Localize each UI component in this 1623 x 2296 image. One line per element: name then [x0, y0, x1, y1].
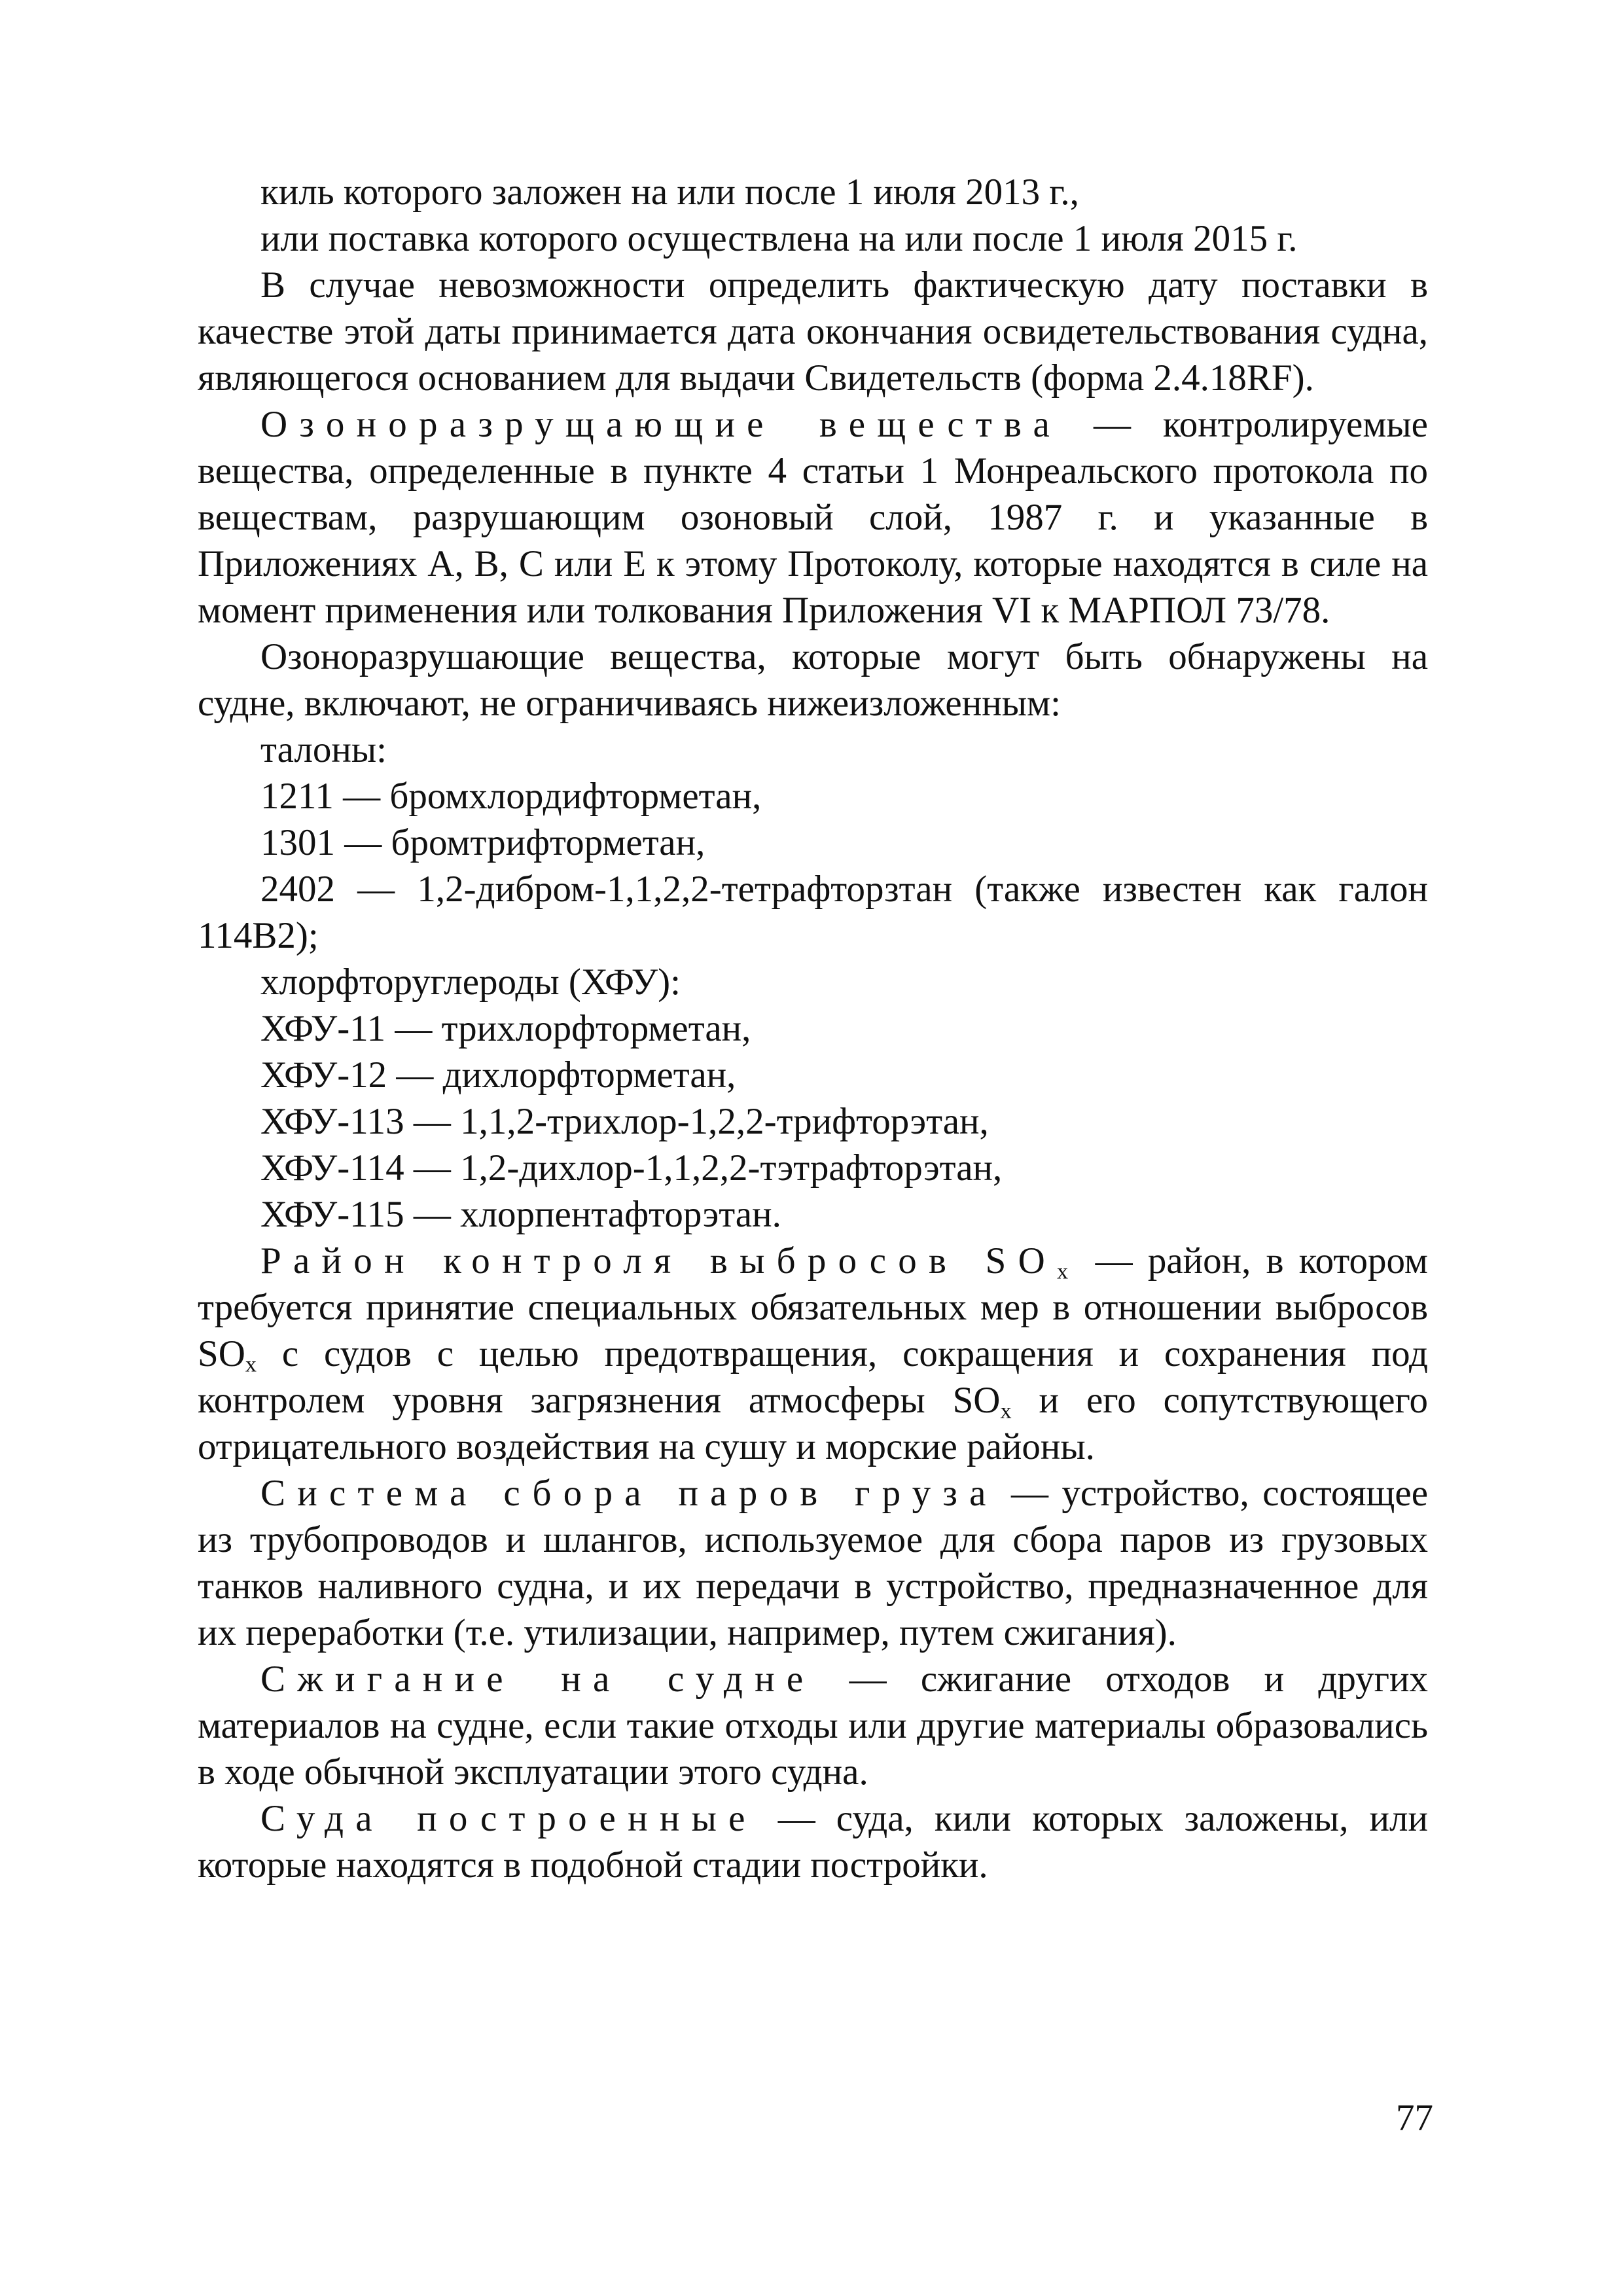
vapour-collection-system-definition	[198, 1470, 1428, 1656]
list-item-halon-1211: 1211 — бромхлордифторметан,	[260, 776, 762, 817]
list-item-halon-1301: 1301 — бромтрифторметан,	[260, 822, 705, 863]
ozone-depleting-substances-definition	[198, 401, 1428, 634]
page-text	[198, 169, 1428, 1888]
sox-subscript-b: x	[245, 1352, 257, 1377]
delivery-date-paragraph: В случае невозможности определить фактическую дату поставки в качестве этой даты принимается дата окончания освидетельствования судна, являющегося основанием для выдачи Свидетельств (форма 2.4.18RF).	[198, 264, 1428, 399]
seca-text-c: и его сопутствующего отрицательного воздействия на сушу и морские районы.	[198, 1380, 1428, 1467]
seca-text-b: с судов с целью предотвращения, сокращения и сохранения под контролем уровня загрязнения атмосферы SO	[198, 1333, 1428, 1421]
ships-constructed-text: — суда, кили которых заложены, или которые находятся в подобной стадии постройки.	[198, 1798, 1429, 1886]
ships-constructed-definition	[198, 1795, 1428, 1888]
term-vapour-collection-system: Система сбора паров груза	[260, 1473, 998, 1514]
list-item-cfc-113: ХФУ-113 — 1,1,2-трихлор-1,2,2-трифторэтан,	[260, 1101, 989, 1142]
halons-heading: талоны:	[260, 729, 387, 770]
term-shipboard-incineration: Сжигание на судне	[260, 1659, 815, 1700]
list-item-cfc-115: ХФУ-115 — хлорпентафторэтан.	[260, 1194, 781, 1235]
delivery-line: или поставка которого осуществлена на или после 1 июля 2015 г.	[260, 218, 1298, 259]
term-sox-text: Район контроля выбросов SO	[260, 1240, 1058, 1282]
term-ozone-depleting-substances: Озоноразрущающие вещества	[260, 404, 1061, 445]
ods-list-intro: Озоноразрушающие вещества, которые могут быть обнаружены на судне, включают, не ограничиваясь нижеизложенным:	[198, 636, 1428, 724]
sox-emission-control-area-definition	[198, 1238, 1428, 1470]
list-item-cfc-11: ХФУ-11 — трихлорфторметан,	[260, 1008, 751, 1049]
list-item-halon-2402: 2402 — 1,2-дибром-1,1,2,2-тетрафторзтан (также известен как галон 114В2);	[198, 869, 1428, 956]
term-sox-subscript: x	[1057, 1259, 1080, 1284]
list-item-cfc-114: ХФУ-114 — 1,2-дихлор-1,1,2,2-тэтрафторэтан,	[260, 1147, 1003, 1189]
term-sox-emission-control-area	[260, 1240, 1080, 1282]
vapour-collection-system-text: — устройство, состоящее из трубопроводов и шлангов, используемое для сбора паров из грузовых танков наливного судна, и их передачи в устройство, предназначенное для их переработки (т.е. утилизации, например, путем сжигания).	[198, 1473, 1428, 1653]
cfc-heading: хлорфторуглероды (ХФУ):	[260, 961, 681, 1003]
shipboard-incineration-definition	[198, 1656, 1428, 1795]
ozone-depleting-substances-text: — контролируемые вещества, определенные в пункте 4 статьи 1 Монреальского протокола по веществам, разрушающим озоновый слой, 1987 г. и указанные в Приложениях А, В, С или Е к этому Протоколу, которые находятся в силе на момент применения или толкования Приложения VI к МАРПОЛ 73/78.	[198, 404, 1428, 631]
shipboard-incineration-text: — сжигание отходов и других материалов на судне, если такие отходы или другие материалы образовались в ходе обычной эксплуатации этого судна.	[198, 1659, 1428, 1793]
list-item-cfc-12: ХФУ-12 — дихлорфторметан,	[260, 1054, 736, 1096]
sox-subscript-c: x	[1000, 1399, 1012, 1424]
keel-laid-line: киль которого заложен на или после 1 июля 2013 г.,	[260, 171, 1079, 213]
term-ships-constructed: Суда построенные	[260, 1798, 757, 1839]
seca-text-a: — район, в котором требуется принятие специальных обязательных мер в отношении выбросов SO	[198, 1240, 1428, 1374]
page-number: 77	[1396, 2097, 1433, 2138]
